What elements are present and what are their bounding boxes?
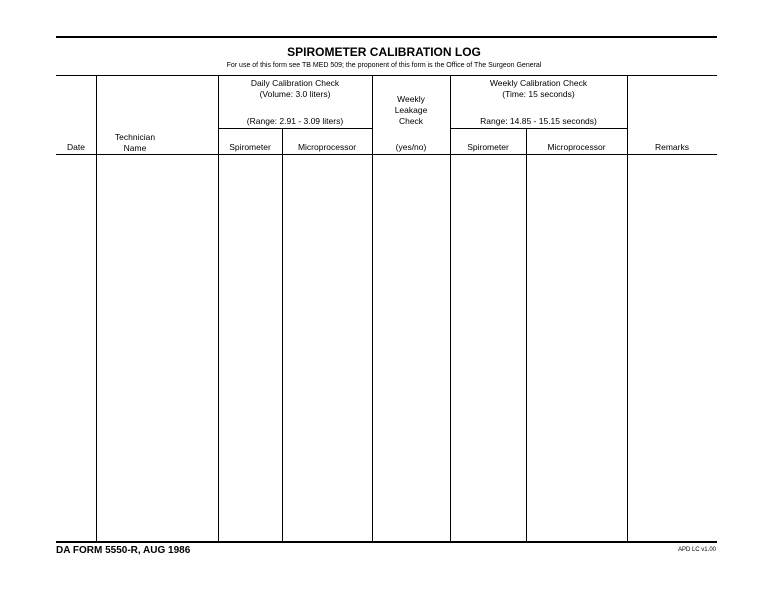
header-bottom-line: [56, 154, 717, 155]
microprocessor-daily-header: Microprocessor: [297, 142, 357, 152]
range-separator-daily: [218, 128, 372, 129]
technician-line1: Technician: [114, 132, 156, 142]
weekly-range: Range: 14.85 - 15.15 seconds): [480, 116, 597, 126]
leakage-line3: Check: [398, 116, 424, 126]
daily-group-line2: (Volume: 3.0 liters): [259, 89, 331, 99]
form-version: APD LC v1.00: [677, 547, 716, 553]
technician-line2: Name: [123, 143, 147, 153]
daily-range: (Range: 2.91 - 3.09 liters): [246, 116, 344, 126]
table-top-line: [56, 75, 717, 76]
form-title: SPIROMETER CALIBRATION LOG: [287, 45, 481, 59]
leakage-line1: Weekly: [397, 94, 425, 104]
range-separator-weekly: [450, 128, 627, 129]
daily-group-line1: Daily Calibration Check: [250, 78, 340, 88]
technician-header: [96, 132, 174, 154]
microprocessor-weekly-header: Microprocessor: [547, 142, 606, 152]
top-border: [56, 36, 717, 38]
daily-group-header: [218, 78, 372, 100]
date-header: Date: [67, 142, 85, 152]
spirometer-daily-header: Spirometer: [229, 142, 271, 152]
remarks-header: Remarks: [654, 142, 689, 152]
yes-no-header: (yes/no): [395, 142, 427, 152]
col-divider-spirometer-daily: [282, 128, 283, 541]
table-bottom-line: [56, 541, 717, 543]
form-number: DA FORM 5550-R, AUG 1986: [56, 545, 191, 556]
leakage-line2: Leakage: [394, 105, 428, 115]
weekly-group-line1: Weekly Calibration Check: [489, 78, 588, 88]
weekly-group-line2: (Time: 15 seconds): [502, 89, 575, 99]
col-divider-spirometer-weekly: [526, 128, 527, 541]
spirometer-weekly-header: Spirometer: [467, 142, 509, 152]
weekly-group-header: [450, 78, 627, 100]
form-subtitle: For use of this form see TB MED 509; the proponent of this form is the Office of The Surgeon General: [226, 62, 542, 69]
leakage-header: [372, 94, 450, 127]
